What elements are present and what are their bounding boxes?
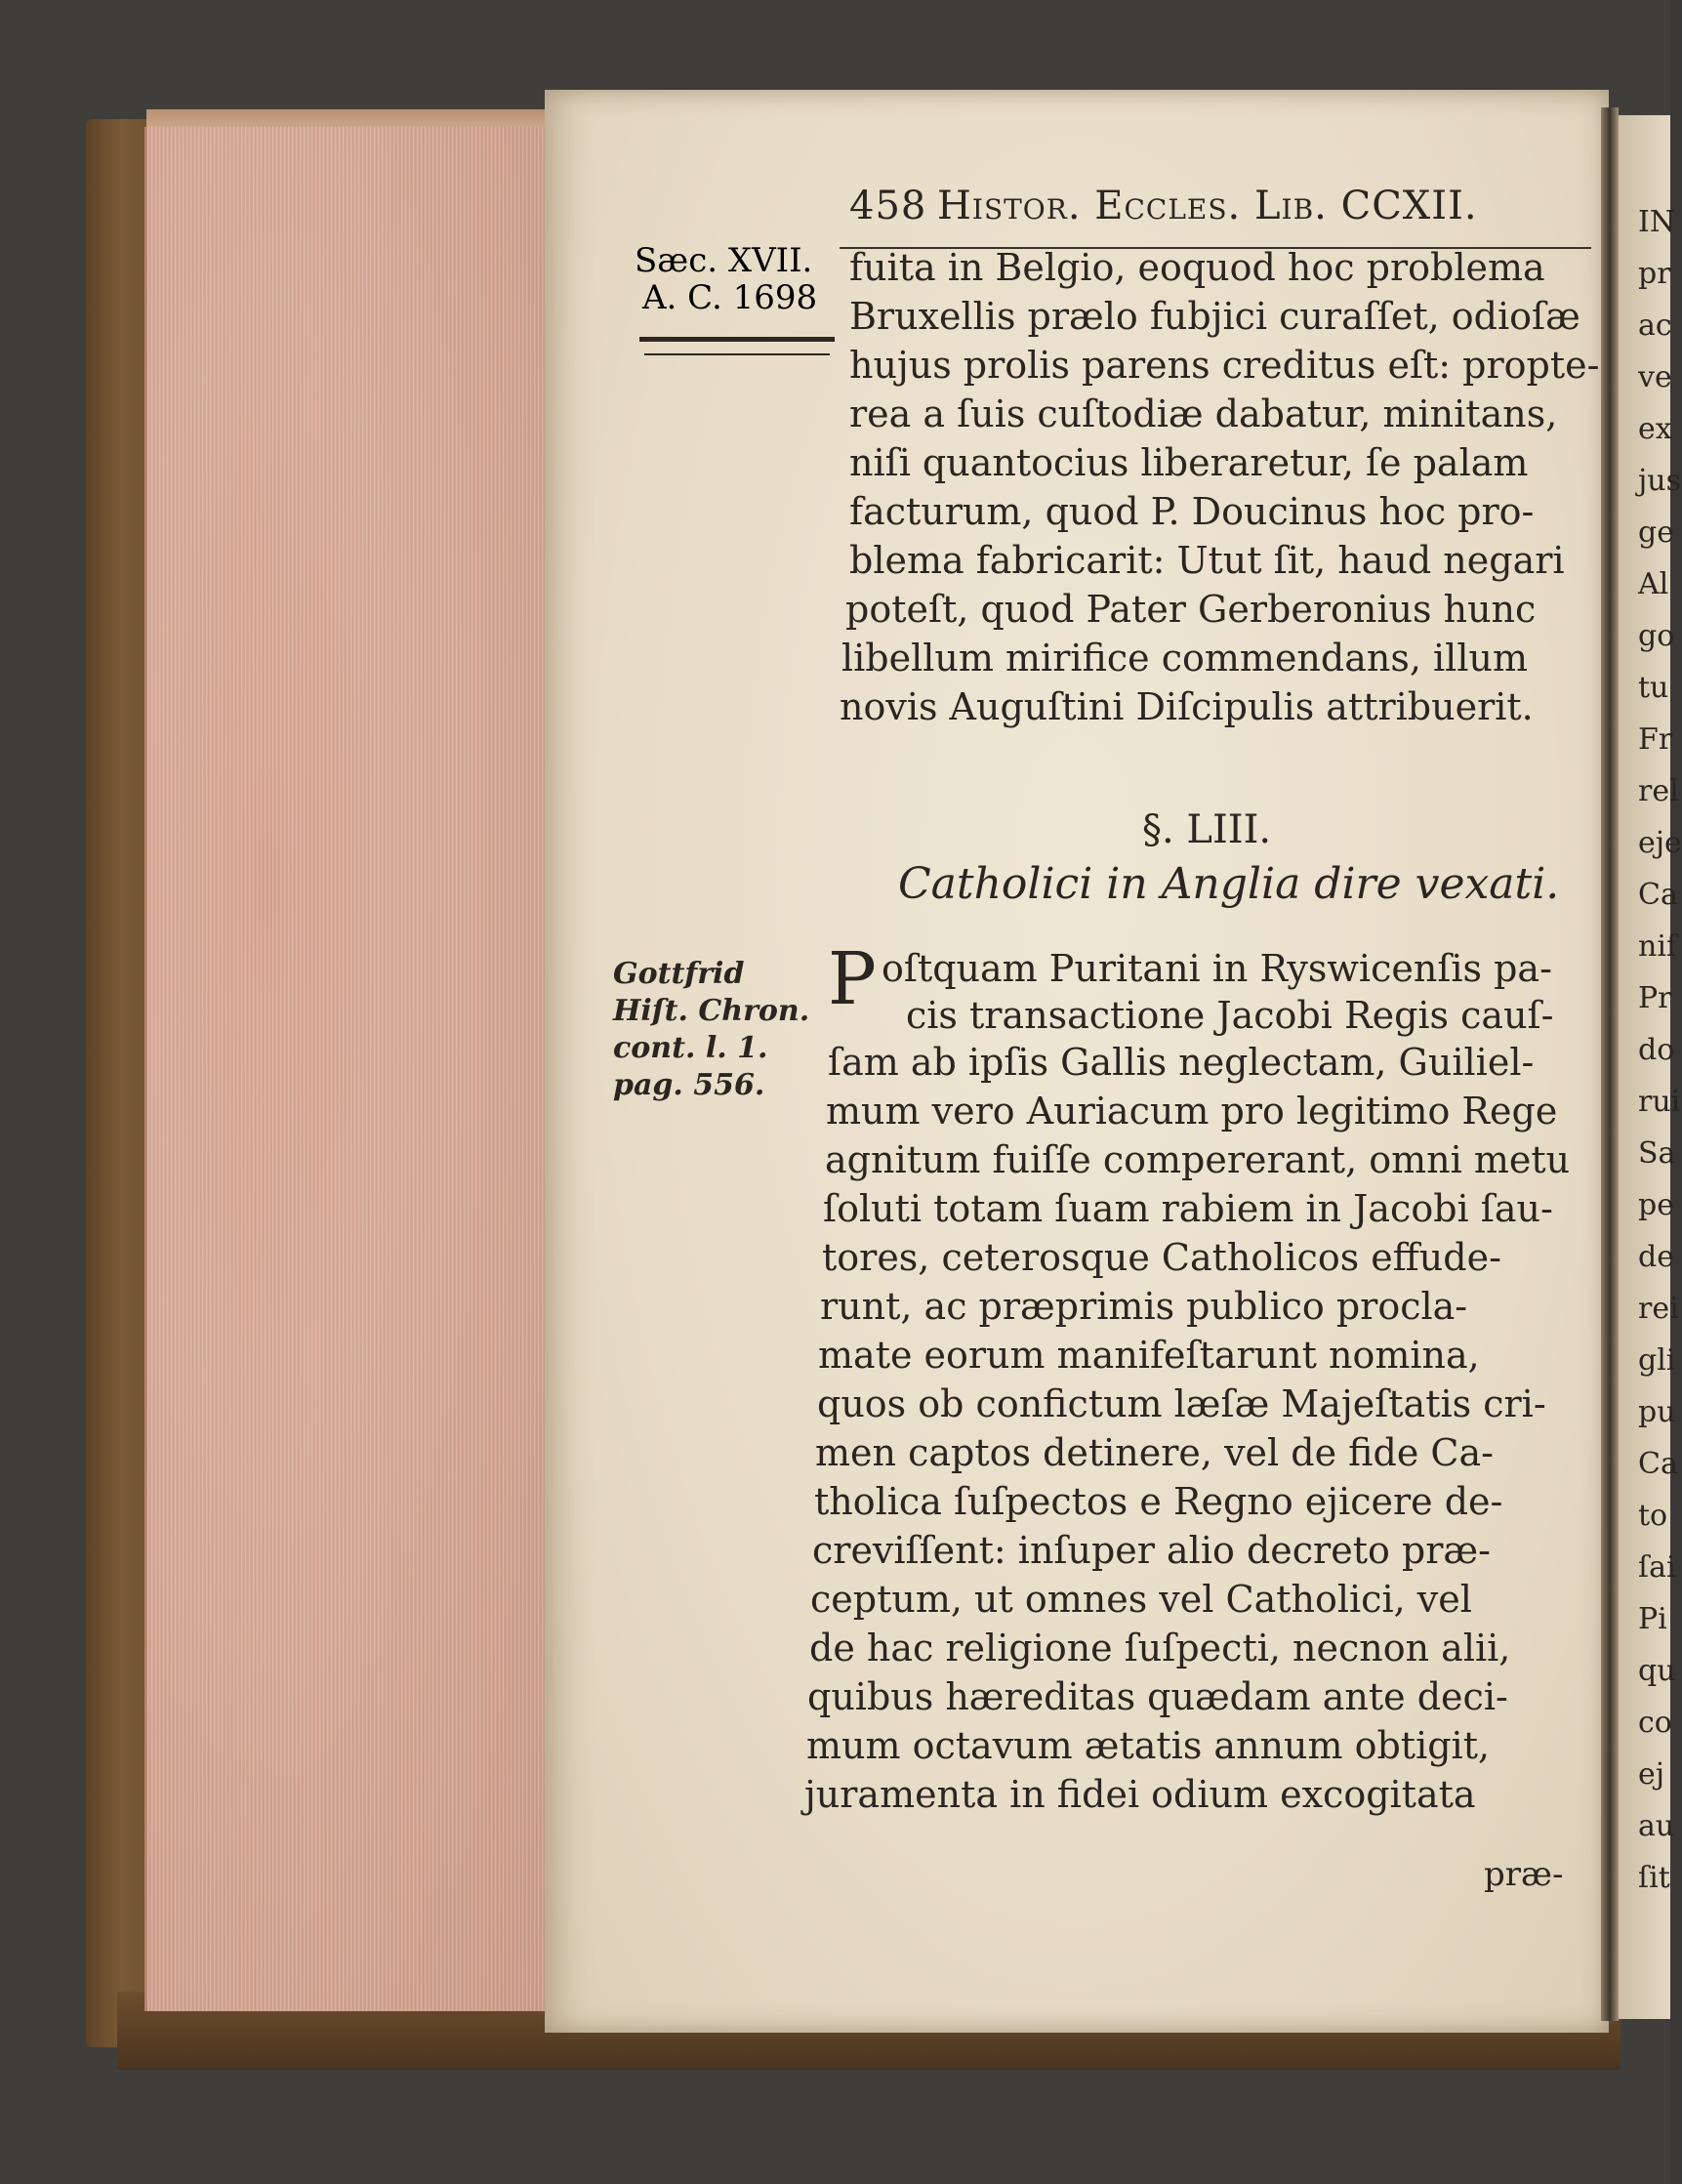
margin-ref-author: Gottfrid	[613, 957, 745, 991]
next-page-fragment: go	[1638, 619, 1675, 653]
body-line: mate eorum manifeſtarunt nomina,	[818, 1334, 1480, 1377]
next-page-fragment: Ca	[1638, 1447, 1678, 1481]
next-page-fragment: to	[1638, 1499, 1668, 1533]
body-line: runt, ac præprimis publico procla-	[820, 1285, 1468, 1328]
section-title: Catholici in Anglia dire vexati.	[898, 859, 1560, 909]
body-line: novis Auguſtini Diſcipulis attribuerit.	[840, 685, 1534, 728]
next-page-fragment: qu	[1638, 1654, 1676, 1688]
next-page-fragment: rui	[1638, 1085, 1681, 1119]
section-number: §. LIII.	[1142, 807, 1272, 852]
next-page-fragment: Sa	[1638, 1136, 1676, 1171]
body-line: cis transactione Jacobi Regis cauſ-	[906, 994, 1554, 1037]
next-page-fragment: niſ	[1638, 929, 1678, 964]
next-page-fragment: ac	[1638, 309, 1672, 343]
body-line: men captos detinere, vel de fide Ca-	[815, 1431, 1494, 1474]
margin-rule	[639, 337, 835, 342]
margin-ref-work: Hiſt. Chron.	[613, 994, 810, 1028]
next-page-fragment: Ca	[1638, 878, 1678, 912]
body-line: hujus prolis parens creditus eſt: propte-	[849, 344, 1600, 387]
body-line: Bruxellis prælo fubjici curaſſet, odioſæ	[849, 295, 1580, 338]
body-line: ſam ab ipſis Gallis neglectam, Guiliel-	[828, 1041, 1535, 1084]
margin-century: Sæc. XVII.	[635, 241, 813, 280]
margin-century-note	[635, 242, 817, 316]
body-line: fuita in Belgio, eoquod hoc problema	[849, 246, 1545, 289]
body-line: ſoluti totam ſuam rabiem in Jacobi ſau-	[823, 1187, 1553, 1230]
next-page-fragment: pu	[1638, 1395, 1676, 1429]
body-line: mum octavum ætatis annum obtigit,	[806, 1724, 1491, 1767]
next-page-fragment: ge	[1638, 515, 1674, 550]
next-page-fragment: Pi	[1638, 1602, 1667, 1636]
next-page-fragment: Pr	[1638, 981, 1672, 1015]
body-line: facturum, quod P. Doucinus hoc pro-	[849, 490, 1535, 533]
margin-ref-page: pag. 556.	[613, 1068, 765, 1102]
next-page-fragment: eje	[1638, 826, 1682, 860]
next-page-fragment: de	[1638, 1240, 1674, 1274]
body-line: niſi quantocius liberaretur, ſe palam	[849, 441, 1529, 484]
next-page-fragment: ej	[1638, 1757, 1665, 1792]
body-line: libellum mirifice commendans, illum	[841, 637, 1528, 680]
body-line: mum vero Auriacum pro legitimo Rege	[826, 1090, 1558, 1133]
next-page-fragment: Fr	[1638, 722, 1673, 757]
page-edges	[144, 127, 548, 2011]
next-page-fragment: pe	[1638, 1188, 1674, 1222]
body-line: blema fabricarit: Utut ſit, haud negari	[849, 539, 1565, 582]
body-line: de hac religione ſuſpecti, necnon alii,	[809, 1627, 1511, 1669]
next-page-fragment: pr	[1638, 257, 1671, 291]
next-page-fragment: au	[1638, 1809, 1675, 1843]
next-page-fragment: do	[1638, 1033, 1675, 1067]
body-line: creviſſent: inſuper alio decreto præ-	[812, 1529, 1491, 1572]
next-page-fragment: ex	[1638, 412, 1672, 446]
body-line: juramenta in fidei odium excogitata	[804, 1773, 1476, 1816]
next-page-fragment: IN	[1638, 205, 1676, 239]
page-number: 458	[849, 184, 927, 228]
margin-ref-book: cont. l. 1.	[613, 1031, 768, 1065]
body-line: poteſt, quod Pater Gerberonius hunc	[845, 588, 1537, 631]
next-page-fragment: jus	[1638, 464, 1682, 498]
body-line: tores, ceterosque Catholicos effude-	[822, 1236, 1501, 1279]
next-page-fragment: gli	[1638, 1343, 1676, 1378]
book-gutter	[1601, 107, 1619, 2021]
body-line: oſtquam Puritani in Ryswicenſis pa-	[882, 947, 1552, 990]
next-page-fragment: rel	[1638, 774, 1679, 808]
drop-cap: P	[828, 937, 877, 1021]
next-page-fragment: Al	[1638, 567, 1669, 601]
margin-year: A. C. 1698	[642, 278, 818, 317]
body-line: agnitum fuiſſe compererant, omni metu	[825, 1138, 1571, 1181]
next-page-fragment: rei	[1638, 1292, 1679, 1326]
body-line: ceptum, ut omnes vel Catholici, vel	[810, 1578, 1472, 1621]
body-line: quibus hæreditas quædam ante deci-	[807, 1675, 1508, 1718]
body-line: tholica ſuſpectos e Regno ejicere de-	[814, 1480, 1503, 1523]
next-page-fragment: ſai	[1638, 1550, 1676, 1585]
catchword: præ-	[1484, 1855, 1564, 1894]
body-line: rea a ſuis cuſtodiæ dabatur, minitans,	[849, 392, 1558, 435]
running-title: Histor. Eccles. Lib. CCXII.	[937, 184, 1478, 228]
next-page-fragment: co	[1638, 1706, 1672, 1740]
running-header	[849, 184, 1591, 234]
next-page-fragment: tu	[1638, 671, 1669, 705]
body-line: quos ob confictum læſæ Majeſtatis cri-	[817, 1382, 1546, 1425]
next-page-fragment: ſit	[1638, 1861, 1670, 1895]
next-page-fragment: ve	[1638, 360, 1672, 394]
margin-rule-thin	[644, 353, 830, 355]
